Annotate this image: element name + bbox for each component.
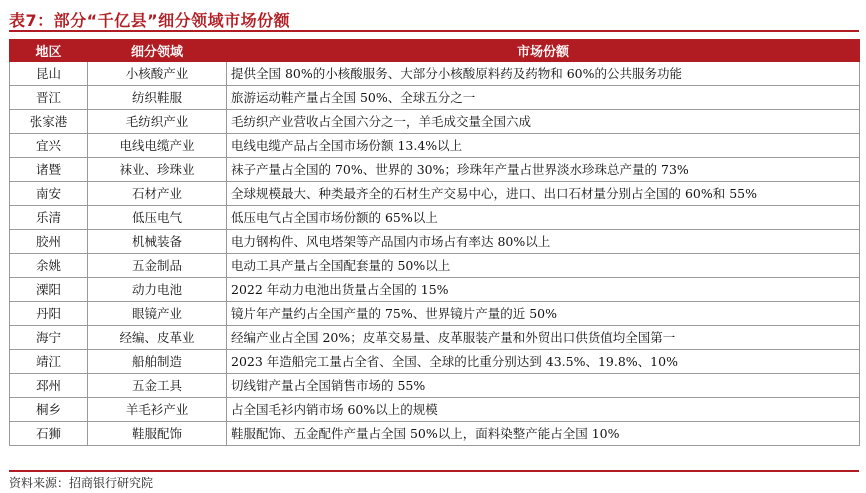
table-header-row [10, 40, 860, 62]
table-row [10, 278, 860, 302]
table-row [10, 254, 860, 278]
table-row [10, 398, 860, 422]
share-cell: 2023 年造船完工量占全省、全国、全球的比重分别达到 43.5%、19.8%、10% [227, 350, 860, 374]
table-title: 表7：部分“千亿县”细分领域市场份额 [9, 11, 291, 30]
share-cell: 鞋服配饰、五金配件产量占全国 50%以上，面料染整产能占全国 10% [227, 422, 860, 446]
field-cell: 小核酸产业 [88, 62, 227, 86]
table-row [10, 422, 860, 446]
region-cell: 溧阳 [10, 278, 88, 302]
field-cell: 纺织鞋服 [88, 86, 227, 110]
table-row [10, 110, 860, 134]
field-cell: 机械装备 [88, 230, 227, 254]
region-cell: 胶州 [10, 230, 88, 254]
region-cell: 丹阳 [10, 302, 88, 326]
share-cell: 全球规模最大、种类最齐全的石材生产交易中心，进口、出口石材量分别占全国的 60%和 55% [227, 182, 860, 206]
header-region: 地区 [10, 40, 88, 62]
header-share: 市场份额 [227, 40, 860, 62]
field-cell: 电线电缆产业 [88, 134, 227, 158]
field-cell: 低压电气 [88, 206, 227, 230]
share-cell: 电力钢构件、风电塔架等产品国内市场占有率达 80%以上 [227, 230, 860, 254]
field-cell: 五金制品 [88, 254, 227, 278]
region-cell: 乐清 [10, 206, 88, 230]
table-row [10, 86, 860, 110]
field-cell: 袜业、珍珠业 [88, 158, 227, 182]
table-row [10, 374, 860, 398]
table-row [10, 158, 860, 182]
region-cell: 余姚 [10, 254, 88, 278]
share-cell: 电动工具产量占全国配套量的 50%以上 [227, 254, 860, 278]
region-cell: 靖江 [10, 350, 88, 374]
share-cell: 切线钳产量占全国销售市场的 55% [227, 374, 860, 398]
share-cell: 低压电气占全国市场份额的 65%以上 [227, 206, 860, 230]
title-underline [9, 30, 859, 32]
region-cell: 宜兴 [10, 134, 88, 158]
share-cell: 毛纺织产业营收占全国六分之一，羊毛成交量全国六成 [227, 110, 860, 134]
region-cell: 张家港 [10, 110, 88, 134]
table-row [10, 230, 860, 254]
header-field: 细分领域 [88, 40, 227, 62]
field-cell: 羊毛衫产业 [88, 398, 227, 422]
region-cell: 海宁 [10, 326, 88, 350]
region-cell: 昆山 [10, 62, 88, 86]
region-cell: 诸暨 [10, 158, 88, 182]
field-cell: 鞋服配饰 [88, 422, 227, 446]
field-cell: 眼镜产业 [88, 302, 227, 326]
share-cell: 经编产业占全国 20%；皮革交易量、皮革服装产量和外贸出口供货值均全国第一 [227, 326, 860, 350]
share-cell: 镜片年产量约占全国产量的 75%、世界镜片产量的近 50% [227, 302, 860, 326]
market-share-table [9, 39, 860, 446]
field-cell: 船舶制造 [88, 350, 227, 374]
share-cell: 2022 年动力电池出货量占全国的 15% [227, 278, 860, 302]
region-cell: 邳州 [10, 374, 88, 398]
share-cell: 占全国毛衫内销市场 60%以上的规模 [227, 398, 860, 422]
region-cell: 南安 [10, 182, 88, 206]
share-cell: 电线电缆产品占全国市场份额 13.4%以上 [227, 134, 860, 158]
share-cell: 旅游运动鞋产量占全国 50%、全球五分之一 [227, 86, 860, 110]
field-cell: 经编、皮革业 [88, 326, 227, 350]
table-row [10, 350, 860, 374]
share-cell: 袜子产量占全国的 70%、世界的 30%；珍珠年产量占世界淡水珍珠总产量的 73% [227, 158, 860, 182]
region-cell: 石狮 [10, 422, 88, 446]
source-note: 资料来源：招商银行研究院 [9, 476, 154, 490]
region-cell: 桐乡 [10, 398, 88, 422]
table-row [10, 206, 860, 230]
field-cell: 石材产业 [88, 182, 227, 206]
field-cell: 动力电池 [88, 278, 227, 302]
table-row [10, 326, 860, 350]
field-cell: 五金工具 [88, 374, 227, 398]
bottom-rule [9, 470, 859, 472]
table-row [10, 302, 860, 326]
table-row [10, 62, 860, 86]
table-row [10, 134, 860, 158]
field-cell: 毛纺织产业 [88, 110, 227, 134]
region-cell: 晋江 [10, 86, 88, 110]
share-cell: 提供全国 80%的小核酸服务、大部分小核酸原料药及药物和 60%的公共服务功能 [227, 62, 860, 86]
table-row [10, 182, 860, 206]
